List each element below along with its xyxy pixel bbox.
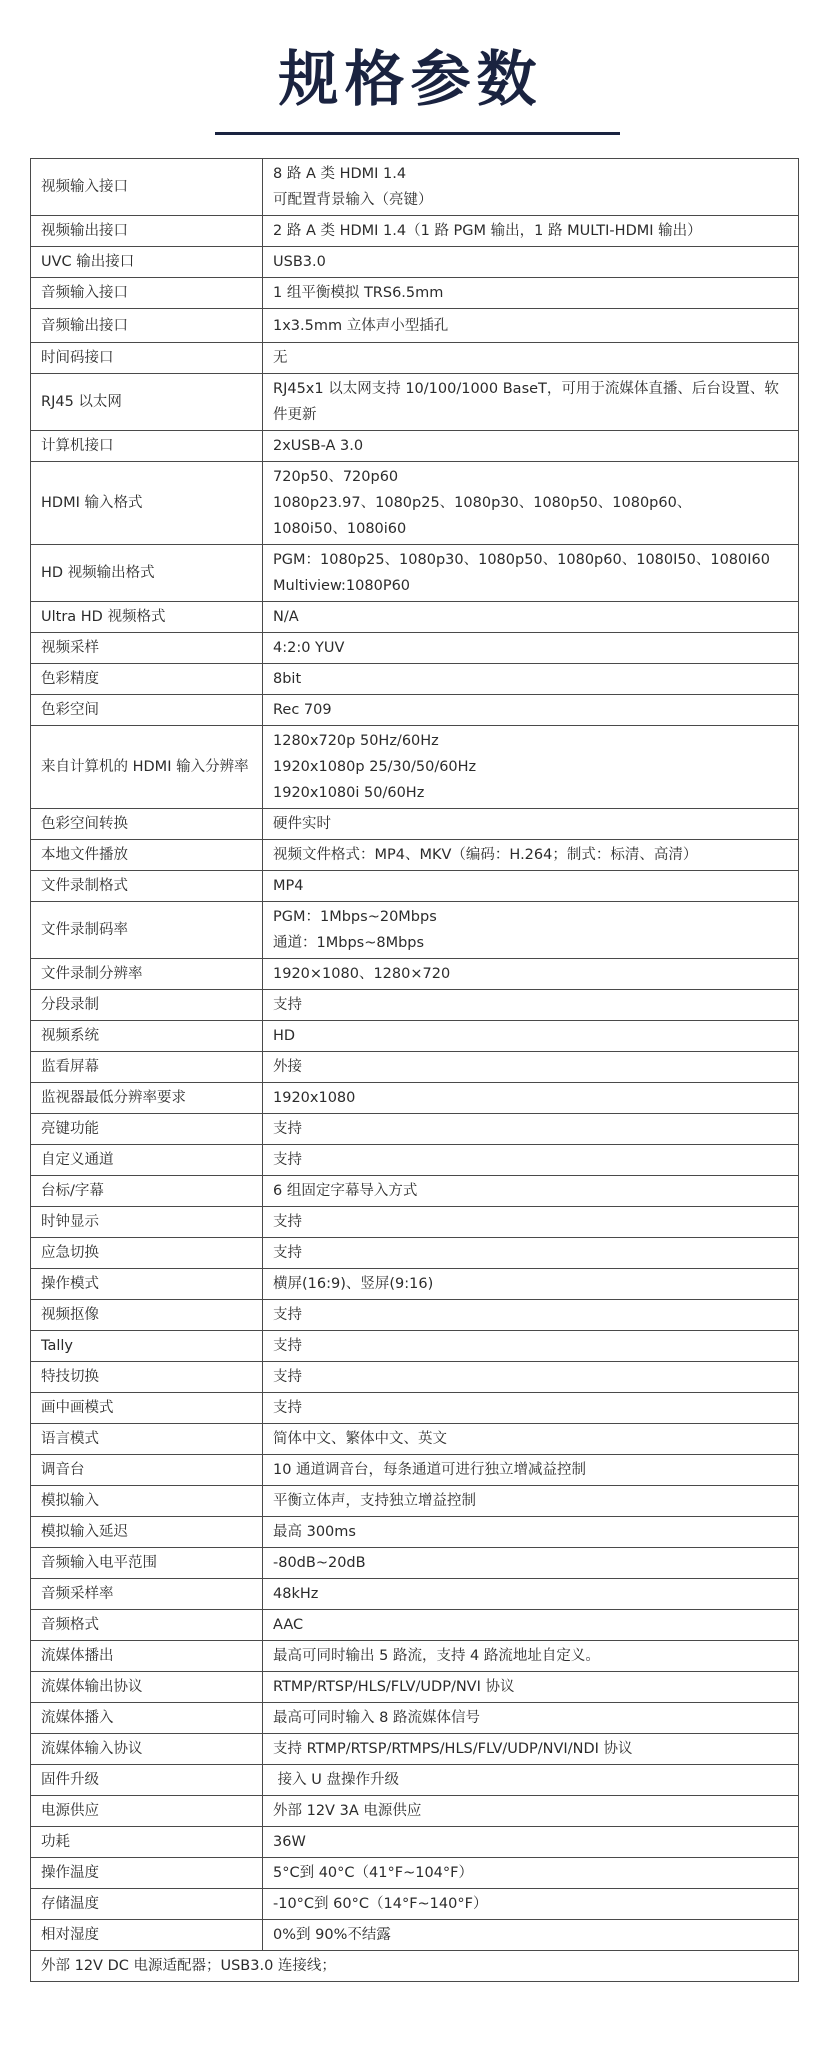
spec-value (263, 1920, 799, 1951)
spec-value (263, 1796, 799, 1827)
spec-value-line: 5°C到 40°C（41°F~104°F） (273, 1865, 473, 1881)
accessories-row (31, 1951, 799, 1982)
spec-label: 色彩精度 (31, 664, 263, 695)
spec-row (31, 1672, 799, 1703)
spec-value (263, 1176, 799, 1207)
spec-label: 分段录制 (31, 990, 263, 1021)
spec-row (31, 374, 799, 431)
spec-value (263, 1362, 799, 1393)
spec-value (263, 664, 799, 695)
spec-value (263, 1207, 799, 1238)
spec-label: 模拟输入延迟 (31, 1517, 263, 1548)
spec-label: 来自计算机的 HDMI 输入分辨率 (31, 726, 263, 809)
spec-row (31, 1641, 799, 1672)
spec-row (31, 1517, 799, 1548)
spec-value-line: 最高 300ms (273, 1524, 356, 1540)
spec-value-line: 8 路 A 类 HDMI 1.4 (273, 166, 407, 182)
spec-value (263, 1827, 799, 1858)
spec-value-line: RJ45x1 以太网支持 10/100/1000 BaseT，可用于流媒体直播、后台设置、软件更新 (273, 381, 779, 423)
spec-row (31, 1455, 799, 1486)
spec-value-line: PGM：1Mbps~20Mbps (273, 909, 437, 925)
spec-row (31, 726, 799, 809)
spec-value (263, 990, 799, 1021)
spec-value (263, 1579, 799, 1610)
spec-label: 电源供应 (31, 1796, 263, 1827)
spec-value-line: 6 组固定字幕导入方式 (273, 1183, 418, 1199)
spec-label: HD 视频输出格式 (31, 545, 263, 602)
spec-value-line: 支持 (273, 1307, 302, 1323)
spec-value-line: HD (273, 1028, 296, 1044)
spec-value (263, 1238, 799, 1269)
spec-value-line: 外接 (273, 1059, 302, 1075)
spec-value-line: 支持 (273, 1245, 302, 1261)
spec-value-line: RTMP/RTSP/HLS/FLV/UDP/NVI 协议 (273, 1679, 515, 1695)
spec-value (263, 840, 799, 871)
spec-value (263, 1145, 799, 1176)
spec-value-line: 1080p23.97、1080p25、1080p30、1080p50、1080p60、 (273, 495, 692, 511)
spec-row (31, 1486, 799, 1517)
spec-label: 音频输入接口 (31, 278, 263, 309)
spec-row (31, 809, 799, 840)
spec-row (31, 602, 799, 633)
spec-row (31, 1331, 799, 1362)
spec-value-line: 支持 (273, 997, 302, 1013)
spec-value-line: AAC (273, 1617, 304, 1633)
spec-label: 监视器最低分辨率要求 (31, 1083, 263, 1114)
spec-row (31, 1238, 799, 1269)
spec-value (263, 462, 799, 545)
spec-value (263, 695, 799, 726)
spec-label: 台标/字幕 (31, 1176, 263, 1207)
spec-row (31, 990, 799, 1021)
spec-label: 相对湿度 (31, 1920, 263, 1951)
spec-row (31, 959, 799, 990)
spec-value-line: 36W (273, 1834, 306, 1850)
spec-row (31, 1114, 799, 1145)
spec-row (31, 1610, 799, 1641)
spec-label: 计算机接口 (31, 431, 263, 462)
spec-value (263, 278, 799, 309)
spec-value (263, 633, 799, 664)
spec-value (263, 1641, 799, 1672)
spec-value-line: 1920x1080p 25/30/50/60Hz (273, 759, 477, 775)
spec-row (31, 1176, 799, 1207)
spec-value-line: Rec 709 (273, 702, 332, 718)
spec-row (31, 1703, 799, 1734)
spec-row (31, 1920, 799, 1951)
spec-row (31, 159, 799, 216)
spec-value (263, 247, 799, 278)
spec-label: Ultra HD 视频格式 (31, 602, 263, 633)
spec-value-line: 可配置背景输入（亮键） (273, 192, 433, 208)
spec-value (263, 1858, 799, 1889)
spec-row (31, 545, 799, 602)
spec-value-line: 10 通道调音台，每条通道可进行独立增减益控制 (273, 1462, 587, 1478)
spec-label: 视频输入接口 (31, 159, 263, 216)
spec-value-line: MP4 (273, 878, 304, 894)
spec-value (263, 1424, 799, 1455)
spec-label: HDMI 输入格式 (31, 462, 263, 545)
spec-value (263, 1052, 799, 1083)
spec-value-line: 1920x1080 (273, 1090, 356, 1106)
spec-label: 语言模式 (31, 1424, 263, 1455)
spec-label: 流媒体输入协议 (31, 1734, 263, 1765)
spec-label: 画中画模式 (31, 1393, 263, 1424)
spec-row (31, 431, 799, 462)
spec-label: 文件录制格式 (31, 871, 263, 902)
spec-value-line: -80dB~20dB (273, 1555, 366, 1571)
spec-label: 亮键功能 (31, 1114, 263, 1145)
spec-value (263, 159, 799, 216)
spec-row (31, 902, 799, 959)
spec-row (31, 840, 799, 871)
spec-label: 音频采样率 (31, 1579, 263, 1610)
spec-value-line: 720p50、720p60 (273, 469, 399, 485)
spec-value (263, 1331, 799, 1362)
spec-value-line: 支持 (273, 1152, 302, 1168)
spec-value-line: 支持 (273, 1121, 302, 1137)
spec-row (31, 1207, 799, 1238)
spec-value-line: 支持 (273, 1400, 302, 1416)
spec-label: 时钟显示 (31, 1207, 263, 1238)
spec-row (31, 1579, 799, 1610)
spec-value (263, 1672, 799, 1703)
spec-value-line: 支持 RTMP/RTSP/RTMPS/HLS/FLV/UDP/NVI/NDI 协议 (273, 1741, 633, 1757)
accessories-note: 外部 12V DC 电源适配器；USB3.0 连接线； (31, 1951, 799, 1982)
spec-value (263, 1734, 799, 1765)
spec-row (31, 1734, 799, 1765)
spec-value-line: 支持 (273, 1338, 302, 1354)
spec-label: 音频输出接口 (31, 309, 263, 343)
spec-row (31, 1765, 799, 1796)
spec-value-line: 最高可同时输出 5 路流，支持 4 路流地址自定义。 (273, 1648, 600, 1664)
spec-value-line: 无 (273, 350, 288, 366)
spec-row (31, 462, 799, 545)
spec-value-line: 0%到 90%不结露 (273, 1927, 391, 1943)
spec-row (31, 633, 799, 664)
spec-value-line: 横屏(16:9)、竖屏(9:16) (273, 1276, 434, 1292)
spec-value-line: 外部 12V 3A 电源供应 (273, 1803, 422, 1819)
spec-row (31, 216, 799, 247)
spec-row (31, 1021, 799, 1052)
spec-label: 流媒体输出协议 (31, 1672, 263, 1703)
spec-row (31, 278, 799, 309)
spec-row (31, 1052, 799, 1083)
spec-label: 存储温度 (31, 1889, 263, 1920)
spec-label: 时间码接口 (31, 343, 263, 374)
spec-label: 功耗 (31, 1827, 263, 1858)
spec-value-line: 1280x720p 50Hz/60Hz (273, 733, 439, 749)
spec-value-line: 视频文件格式：MP4、MKV（编码：H.264；制式：标清、高清） (273, 847, 698, 863)
spec-label: 操作温度 (31, 1858, 263, 1889)
spec-value (263, 343, 799, 374)
spec-value (263, 1300, 799, 1331)
spec-value (263, 216, 799, 247)
spec-value-line: 平衡立体声，支持独立增益控制 (273, 1493, 476, 1509)
spec-label: 流媒体播出 (31, 1641, 263, 1672)
spec-value-line: 1920×1080、1280×720 (273, 966, 451, 982)
spec-value (263, 309, 799, 343)
spec-value-line: 最高可同时输入 8 路流媒体信号 (273, 1710, 480, 1726)
spec-row (31, 1858, 799, 1889)
spec-row (31, 1269, 799, 1300)
spec-label: 特技切换 (31, 1362, 263, 1393)
spec-row (31, 871, 799, 902)
title-divider (215, 132, 620, 135)
spec-label: 本地文件播放 (31, 840, 263, 871)
spec-value-line: Multiview:1080P60 (273, 578, 411, 594)
spec-row (31, 1796, 799, 1827)
spec-label: 文件录制码率 (31, 902, 263, 959)
spec-value-line: 支持 (273, 1369, 302, 1385)
spec-label: UVC 输出接口 (31, 247, 263, 278)
spec-label: 音频输入电平范围 (31, 1548, 263, 1579)
spec-value (263, 1114, 799, 1145)
spec-value (263, 902, 799, 959)
spec-row (31, 309, 799, 343)
spec-value (263, 871, 799, 902)
spec-row (31, 1889, 799, 1920)
spec-label: 监看屏幕 (31, 1052, 263, 1083)
spec-label: 文件录制分辨率 (31, 959, 263, 990)
spec-row (31, 1083, 799, 1114)
spec-row (31, 1393, 799, 1424)
spec-label: 视频输出接口 (31, 216, 263, 247)
spec-value-line: 接入 U 盘操作升级 (273, 1772, 399, 1788)
spec-table (30, 158, 799, 1982)
spec-row (31, 343, 799, 374)
spec-label: 视频采样 (31, 633, 263, 664)
spec-label: 视频抠像 (31, 1300, 263, 1331)
spec-value (263, 1889, 799, 1920)
spec-label: 固件升级 (31, 1765, 263, 1796)
spec-value (263, 545, 799, 602)
spec-label: 操作模式 (31, 1269, 263, 1300)
spec-label: 应急切换 (31, 1238, 263, 1269)
spec-value-line: 1 组平衡模拟 TRS6.5mm (273, 285, 444, 301)
spec-label: 色彩空间转换 (31, 809, 263, 840)
spec-label: Tally (31, 1331, 263, 1362)
spec-row (31, 1362, 799, 1393)
spec-value (263, 1610, 799, 1641)
spec-value (263, 1517, 799, 1548)
spec-row (31, 664, 799, 695)
spec-row (31, 247, 799, 278)
spec-value-line: N/A (273, 609, 299, 625)
spec-value-line: 48kHz (273, 1586, 319, 1602)
spec-row (31, 1145, 799, 1176)
spec-value-line: 2xUSB-A 3.0 (273, 438, 364, 454)
spec-value-line: 硬件实时 (273, 816, 331, 832)
spec-value-line: 1080i50、1080i60 (273, 521, 407, 537)
spec-value (263, 1455, 799, 1486)
spec-value (263, 1765, 799, 1796)
spec-value-line: 支持 (273, 1214, 302, 1230)
spec-value (263, 959, 799, 990)
spec-row (31, 1424, 799, 1455)
page-title: 规格参数 (278, 45, 543, 115)
spec-row (31, 695, 799, 726)
spec-value-line: PGM：1080p25、1080p30、1080p50、1080p60、1080I50、1080I60 (273, 552, 770, 568)
spec-row (31, 1300, 799, 1331)
spec-value (263, 809, 799, 840)
spec-table-body (31, 159, 799, 1982)
spec-label: RJ45 以太网 (31, 374, 263, 431)
spec-value (263, 1486, 799, 1517)
spec-value (263, 431, 799, 462)
spec-label: 模拟输入 (31, 1486, 263, 1517)
spec-label: 视频系统 (31, 1021, 263, 1052)
spec-value-line: -10°C到 60°C（14°F~140°F） (273, 1896, 488, 1912)
spec-value (263, 602, 799, 633)
spec-value (263, 726, 799, 809)
spec-row (31, 1548, 799, 1579)
spec-value (263, 1269, 799, 1300)
spec-value (263, 374, 799, 431)
spec-value-line: 4:2:0 YUV (273, 640, 345, 656)
spec-value-line: 1x3.5mm 立体声小型插孔 (273, 317, 449, 334)
spec-value (263, 1548, 799, 1579)
spec-label: 音频格式 (31, 1610, 263, 1641)
spec-label: 流媒体播入 (31, 1703, 263, 1734)
spec-value-line: 2 路 A 类 HDMI 1.4（1 路 PGM 输出，1 路 MULTI-HDMI 输出） (273, 223, 702, 239)
spec-value (263, 1703, 799, 1734)
spec-value-line: 1920x1080i 50/60Hz (273, 785, 425, 801)
spec-value (263, 1083, 799, 1114)
spec-label: 色彩空间 (31, 695, 263, 726)
spec-value-line: 简体中文、繁体中文、英文 (273, 1431, 447, 1447)
spec-value-line: 8bit (273, 671, 302, 687)
spec-value (263, 1021, 799, 1052)
spec-value-line: 通道：1Mbps~8Mbps (273, 935, 425, 951)
spec-value-line: USB3.0 (273, 254, 326, 270)
spec-label: 调音台 (31, 1455, 263, 1486)
spec-value (263, 1393, 799, 1424)
spec-label: 自定义通道 (31, 1145, 263, 1176)
spec-row (31, 1827, 799, 1858)
